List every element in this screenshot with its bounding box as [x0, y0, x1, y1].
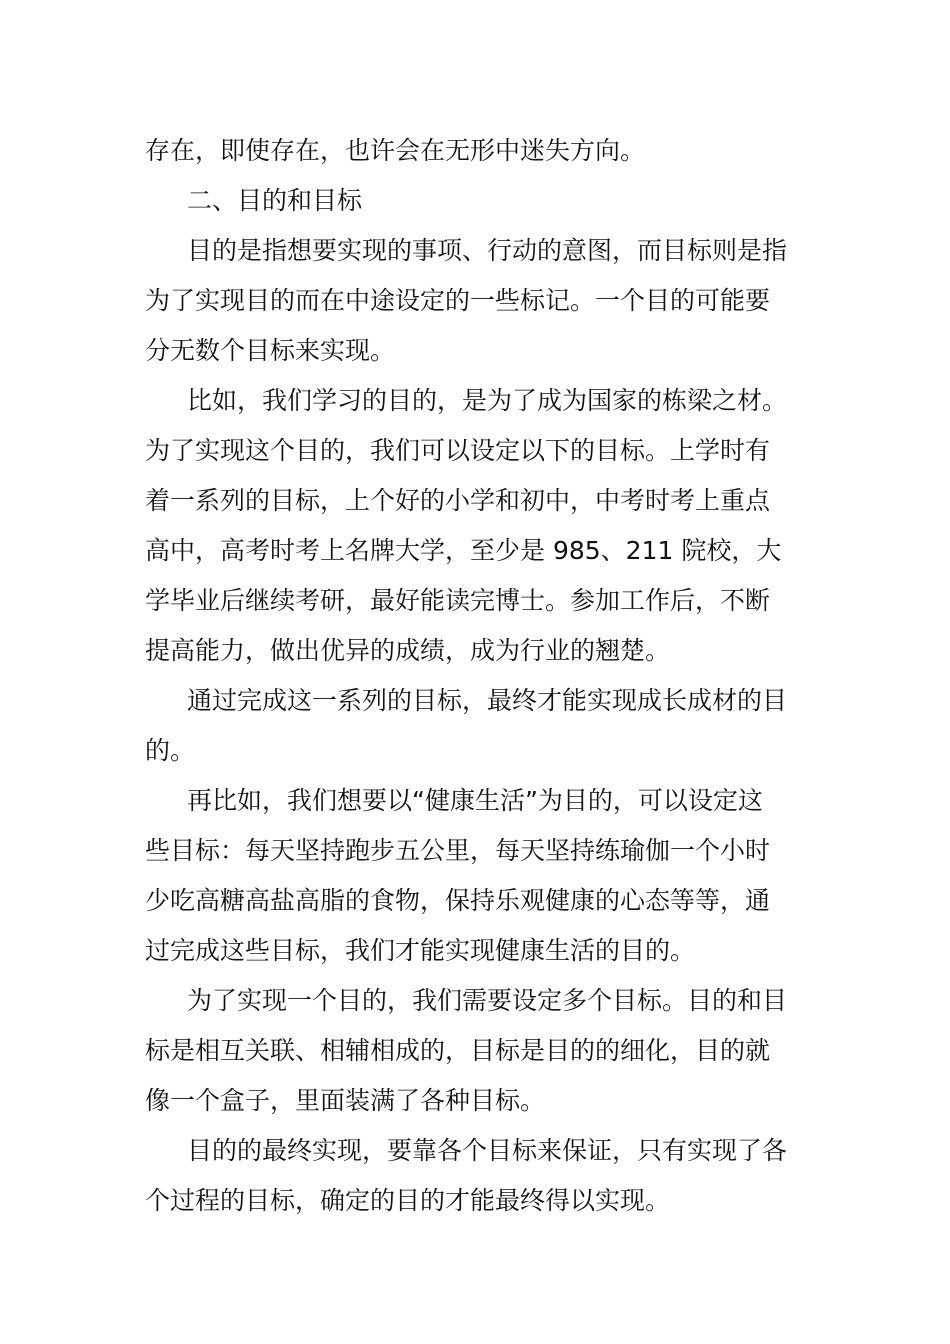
text-line: 二、目的和目标: [187, 186, 363, 215]
text-line: 比如，我们学习的目的，是为了成为国家的栋梁之材。: [187, 386, 788, 415]
text-line: 分无数个目标来实现。: [145, 336, 396, 365]
text-line: 高中，高考时考上名牌大学，至少是 985、211 院校，大: [145, 536, 782, 565]
text-line: 些目标：每天坚持跑步五公里，每天坚持练瑜伽一个小时: [145, 836, 771, 865]
text-line: 的。: [145, 736, 196, 765]
text-line: 为了实现目的而在中途设定的一些标记。一个目的可能要: [145, 286, 771, 315]
text-line: 为了实现这个目的，我们可以设定以下的目标。上学时有: [145, 436, 771, 465]
text-line: 个过程的目标，确定的目的才能最终得以实现。: [145, 1186, 671, 1215]
text-line: 再比如，我们想要以“健康生活”为目的，可以设定这: [187, 786, 763, 815]
document-body: [145, 126, 810, 1226]
text-line: 少吃高糖高盐高脂的食物，保持乐观健康的心态等等，通: [145, 886, 771, 915]
text-line: 着一系列的目标，上个好的小学和初中，中考时考上重点: [145, 486, 771, 515]
text-line: 学毕业后继续考研，最好能读完博士。参加工作后，不断: [145, 586, 771, 615]
text-line: 标是相互关联、相辅相成的，目标是目的的细化，目的就: [145, 1036, 771, 1065]
text-line: 提高能力，做出优异的成绩，成为行业的翘楚。: [145, 636, 671, 665]
text-line: 目的的最终实现，要靠各个目标来保证，只有实现了各: [187, 1136, 788, 1165]
text-line: 目的是指想要实现的事项、行动的意图，而目标则是指: [187, 236, 788, 265]
text-line: 通过完成这一系列的目标，最终才能实现成长成材的目: [187, 686, 788, 715]
text-line: 过完成这些目标，我们才能实现健康生活的目的。: [145, 936, 696, 965]
text-line: 为了实现一个目的，我们需要设定多个目标。目的和目: [187, 986, 788, 1015]
text-line: 存在，即使存在，也许会在无形中迷失方向。: [145, 136, 646, 165]
text-line: 像一个盒子，里面装满了各种目标。: [145, 1086, 546, 1115]
